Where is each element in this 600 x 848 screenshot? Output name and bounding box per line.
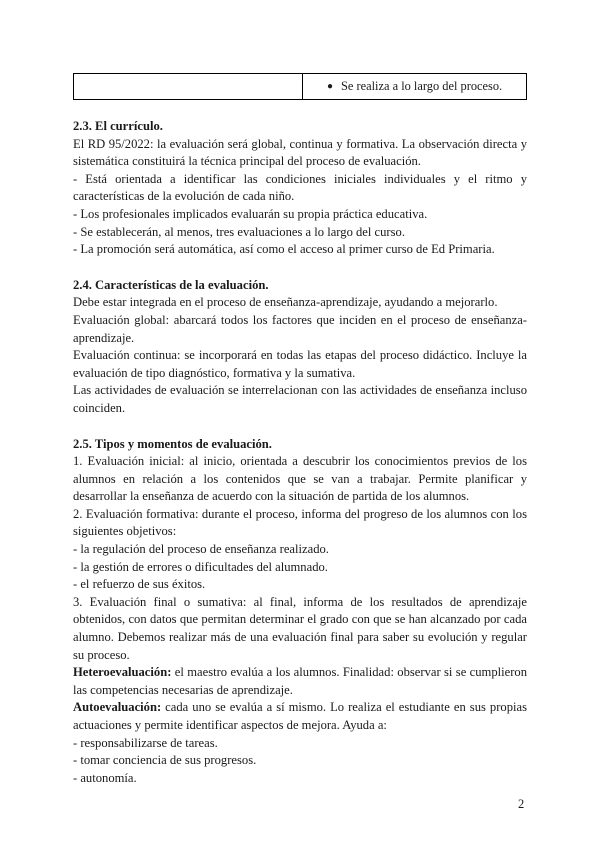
paragraph: Evaluación global: abarcará todos los factores que inciden en el proceso de enseñanza-aprendizaje. bbox=[73, 312, 527, 345]
section-heading-2-3: 2.3. El currículo. bbox=[73, 119, 163, 133]
term-autoevaluacion: Autoevaluación: bbox=[73, 700, 162, 715]
section-heading-2-5: 2.5. Tipos y momentos de evaluación. bbox=[73, 436, 272, 451]
list-item: - autonomía. bbox=[73, 770, 137, 785]
term-heteroevaluacion: Heteroevaluación: bbox=[73, 665, 172, 680]
definition-text: cada uno se evalúa a sí mismo. Lo realiza el estudiante en sus propias actuaciones y permite identificar aspectos de mejora. Ayuda a: bbox=[73, 700, 527, 732]
paragraph-autoevaluacion bbox=[73, 699, 527, 734]
list-item: - la gestión de errores o dificultades del alumnado. bbox=[73, 559, 328, 574]
table-cell-text: Se realiza a lo largo del proceso. bbox=[341, 78, 503, 93]
definition-text: el maestro evalúa a los alumnos. Finalidad: observar si se cumplieron las competencias necesarias de aprendizaje. bbox=[73, 665, 527, 697]
paragraph: 3. Evaluación final o sumativa: al final, informa de los resultados de aprendizaje obtenidos, con datos que permitan determinar el grado con que se han alcanzado por cada alumno. Debemos realizar más de una evaluación final para saber su evolución y regular su proceso. bbox=[73, 594, 527, 662]
paragraph: 1. Evaluación inicial: al inicio, orientada a descubrir los conocimientos previos de los alumnos en relación a los contenidos que se van a trabajar. Permite planificar y desarrollar la enseñanza de acuerdo con la situación de partida de los alumnos. bbox=[73, 454, 527, 504]
paragraph: - La promoción será automática, así como el acceso al primer curso de Ed Primaria. bbox=[73, 242, 495, 257]
paragraph: - Los profesionales implicados evaluarán su propia práctica educativa. bbox=[73, 206, 428, 221]
paragraph: 2. Evaluación formativa: durante el proceso, informa del progreso de los alumnos con los siguientes objetivos: bbox=[73, 506, 527, 539]
table-cell-left bbox=[74, 74, 303, 99]
bullet-icon: ● bbox=[327, 80, 334, 92]
section-heading-2-4: 2.4. Características de la evaluación. bbox=[73, 277, 269, 292]
document-body bbox=[73, 118, 527, 787]
paragraph: Evaluación continua: se incorporará en todas las etapas del proceso didáctico. Incluye la evaluación de tipo diagnóstico, formativa y la sumativa. bbox=[73, 348, 527, 380]
table-cell-right bbox=[303, 74, 526, 99]
paragraph: El RD 95/2022: la evaluación será global, continua y formativa. La observación directa y sistemática constituirá la técnica principal del proceso de evaluación. bbox=[73, 136, 527, 169]
list-item: - la regulación del proceso de enseñanza realizado. bbox=[73, 542, 329, 557]
list-item: - responsabilizarse de tareas. bbox=[73, 735, 218, 750]
list-item: - tomar conciencia de sus progresos. bbox=[73, 753, 257, 768]
list-item: - el refuerzo de sus éxitos. bbox=[73, 577, 206, 592]
paragraph: Debe estar integrada en el proceso de enseñanza-aprendizaje, ayudando a mejorarlo. bbox=[73, 295, 498, 310]
top-table-fragment bbox=[73, 73, 527, 100]
page-number: 2 bbox=[518, 797, 525, 811]
paragraph: - Se establecerán, al menos, tres evaluaciones a lo largo del curso. bbox=[73, 224, 405, 239]
paragraph: - Está orientada a identificar las condiciones iniciales individuales y el ritmo y características de la evolución de cada niño. bbox=[73, 171, 527, 204]
paragraph-heteroevaluacion bbox=[73, 664, 527, 699]
paragraph: Las actividades de evaluación se interrelacionan con las actividades de enseñanza incluso coinciden. bbox=[73, 383, 527, 415]
